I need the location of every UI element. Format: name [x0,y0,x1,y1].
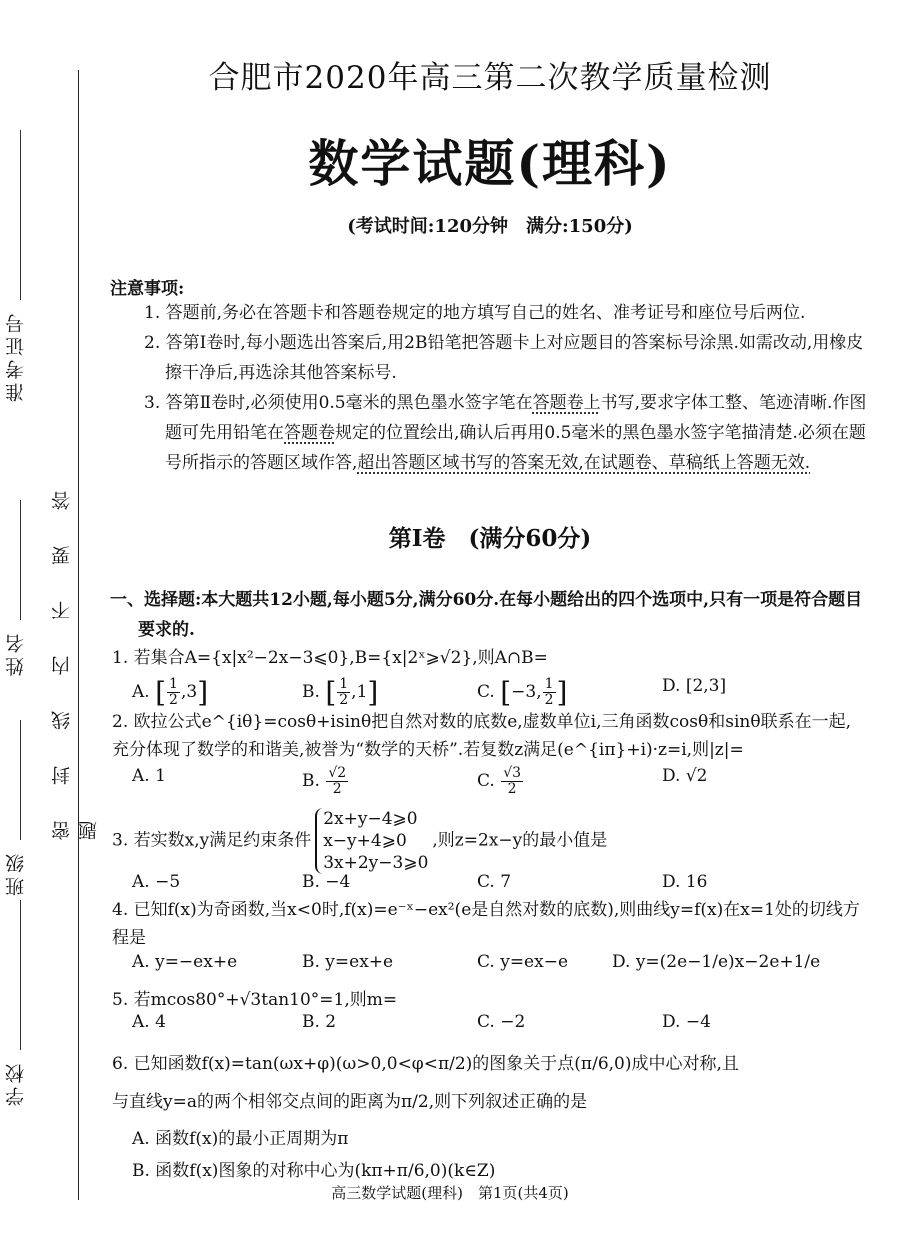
q3-constraint-system [315,808,428,874]
q1a-den: 2 [169,692,178,708]
notice-item-3-emph-2: 答题卷 [284,423,335,443]
q4-option-a: A. y=−ex+e [132,952,238,972]
page-footer: 高三数学试题(理科) 第1页(共4页) [331,1184,569,1202]
question-3-stem [112,808,862,874]
q3-stem-b: ,则z=2x−y的最小值是 [432,830,608,851]
q1b-fraction [337,677,350,708]
q5-option-d: D. −4 [662,1012,711,1032]
q2b-den: 2 [332,781,342,797]
q2c-num: √3 [503,765,522,781]
q5-option-a: A. 4 [132,1012,166,1032]
exam-info: (考试时间:120分钟 满分:150分) [347,216,633,237]
q2-option-a: A. 1 [132,766,166,786]
question-1-stem: 1. 若集合A={x|x²−2x−3⩽0},B={x|2ˣ⩾√2},则A∩B= [112,648,548,668]
notice-item-2: 2. 答第Ⅰ卷时,每小题选出答案后,用2B铅笔把答题卡上对应题目的答案标号涂黑.如需改动,用橡皮擦干净后,再选涂其他答案标号. [144,333,864,383]
class-label: 班级 [5,850,27,896]
q1b-num: 1 [339,676,349,692]
q1c-den: 2 [544,692,554,708]
q2-option-c [477,766,524,797]
q3-option-a: A. −5 [132,872,181,892]
question-2-options [132,766,872,796]
q3-constraint-2: x−y+4⩾0 [323,831,407,851]
exam-title-line1: 合肥市2020年高三第二次教学质量检测 [208,60,772,96]
school-line [20,900,21,1050]
q6-option-a: A. 函数f(x)的最小正周期为π [132,1129,349,1149]
q2b-num: √2 [328,765,347,781]
q3-constraint-1: 2x+y−4⩾0 [323,809,418,829]
q1b-den: 2 [339,692,349,708]
q2-option-b [302,766,349,797]
q5-option-c: C. −2 [477,1012,526,1032]
q2c-fraction [501,766,523,797]
notice-item-3-emph-3: 超出答题区域书写的答案无效,在试题卷、草稿纸上答题无效. [357,453,811,473]
q4-option-d: D. y=(2e−1/e)x−2e+1/e [612,952,821,972]
q3-option-d: D. 16 [662,872,708,892]
section-heading: 一、选择题:本大题共12小题,每小题5分,满分60分.在每小题给出的四个选项中,只有一项是符合题目要求的. [110,590,863,640]
q2-option-c-label: C. [477,771,495,791]
notice-item-3-part-e: 规定的位置绘出,确认后再用0.5毫米的黑色墨水签字笔描清楚.必须在题号所指示的答题区域作答, [165,423,866,473]
name-line [20,500,21,620]
q1-option-b: B. [ $\frac{1}{2}$ ,1] [302,676,379,709]
exam-title-line2: 数学试题(理科) [308,134,672,193]
notice-item-3-part-a: 3. 答第Ⅱ卷时,必须使用0.5毫米的黑色墨水签字笔在 [144,393,533,413]
notice-item-3 [144,388,877,478]
q3-stem-a: 3. 若实数x,y满足约束条件 [112,830,312,851]
q2b-fraction [326,766,348,797]
q1-option-a-label: A. [132,682,150,702]
q6-option-b: B. 函数f(x)图象的对称中心为(kπ+π/6,0)(k∈Z) [132,1161,496,1181]
class-line [20,720,21,840]
exam-number-label: 准考证号 [5,310,27,402]
q4-option-b: B. y=ex+e [302,952,394,972]
q1-option-b-label: B. [302,682,320,702]
question-6-stem-line-2: 与直线y=a的两个相邻交点间的距离为π/2,则下列叙述正确的是 [112,1092,588,1112]
q1-option-a: A. [ $\frac{1}{2}$ ,3] [132,676,209,709]
q2-option-b-label: B. [302,771,320,791]
q1c-fraction [543,677,556,708]
binding-line [78,70,79,1200]
notice-item-3-emph-1: 答题卷上 [532,393,601,413]
question-1-options [132,676,872,709]
notice-title: 注意事项: [110,279,185,299]
binding-strip [0,0,100,1234]
notice-item-1: 1. 答题前,务必在答题卡和答题卷规定的地方填写自己的姓名、准考证号和座位号后两位. [144,303,806,323]
q5-option-b: B. 2 [302,1012,337,1032]
q1-option-c: C. [−3, $\frac{1}{2}$ ] [477,676,568,709]
q2c-den: 2 [507,781,517,797]
notice-item-3-part-c: 书写,要求字体工整、笔迹清晰.作图题可先用铅笔在 [165,393,867,443]
seal-notice: 密封线内不要答题 [51,455,100,840]
question-5-options [132,1012,872,1042]
volume-heading: 第Ⅰ卷 (满分60分) [388,525,592,552]
q3-option-b: B. −4 [302,872,351,892]
exam-number-field [0,130,40,420]
question-6-stem-line-1: 6. 已知函数f(x)=tan(ωx+φ)(ω>0,0<φ<π/2)的图象关于点(π/6,0)成中心对称,且 [112,1054,739,1074]
q3-constraint-3: 3x+2y−3⩾0 [323,853,429,873]
q1a-num: 1 [169,676,178,692]
question-5-stem: 5. 若mcos80°+√3tan10°=1,则m= [112,990,398,1010]
q1a-fraction [167,677,180,708]
school-label: 学校 [5,1060,27,1106]
q1-option-c-label: C. [477,682,495,702]
q1c-num: 1 [544,676,554,692]
school-field [0,900,40,1190]
q4-option-c: C. y=ex−e [477,952,569,972]
question-2-stem: 2. 欧拉公式e^{iθ}=cosθ+isinθ把自然对数的底数e,虚数单位i,三角函数cosθ和sinθ联系在一起,充分体现了数学的和谐美,被誉为“数学的天桥”.若复数z满足(e^{iπ}+i)·z=i,则|z|= [112,712,851,760]
q1-option-d: D. [2,3] [662,676,727,696]
exam-number-line [20,130,21,300]
q2-option-d: D. √2 [662,766,708,786]
name-label: 姓名 [5,630,27,676]
q3-option-c: C. 7 [477,872,512,892]
question-4-stem: 4. 已知f(x)为奇函数,当x<0时,f(x)=e⁻ˣ−ex²(e是自然对数的底数),则曲线y=f(x)在x=1处的切线方程是 [112,900,860,948]
question-4-options [132,952,872,982]
